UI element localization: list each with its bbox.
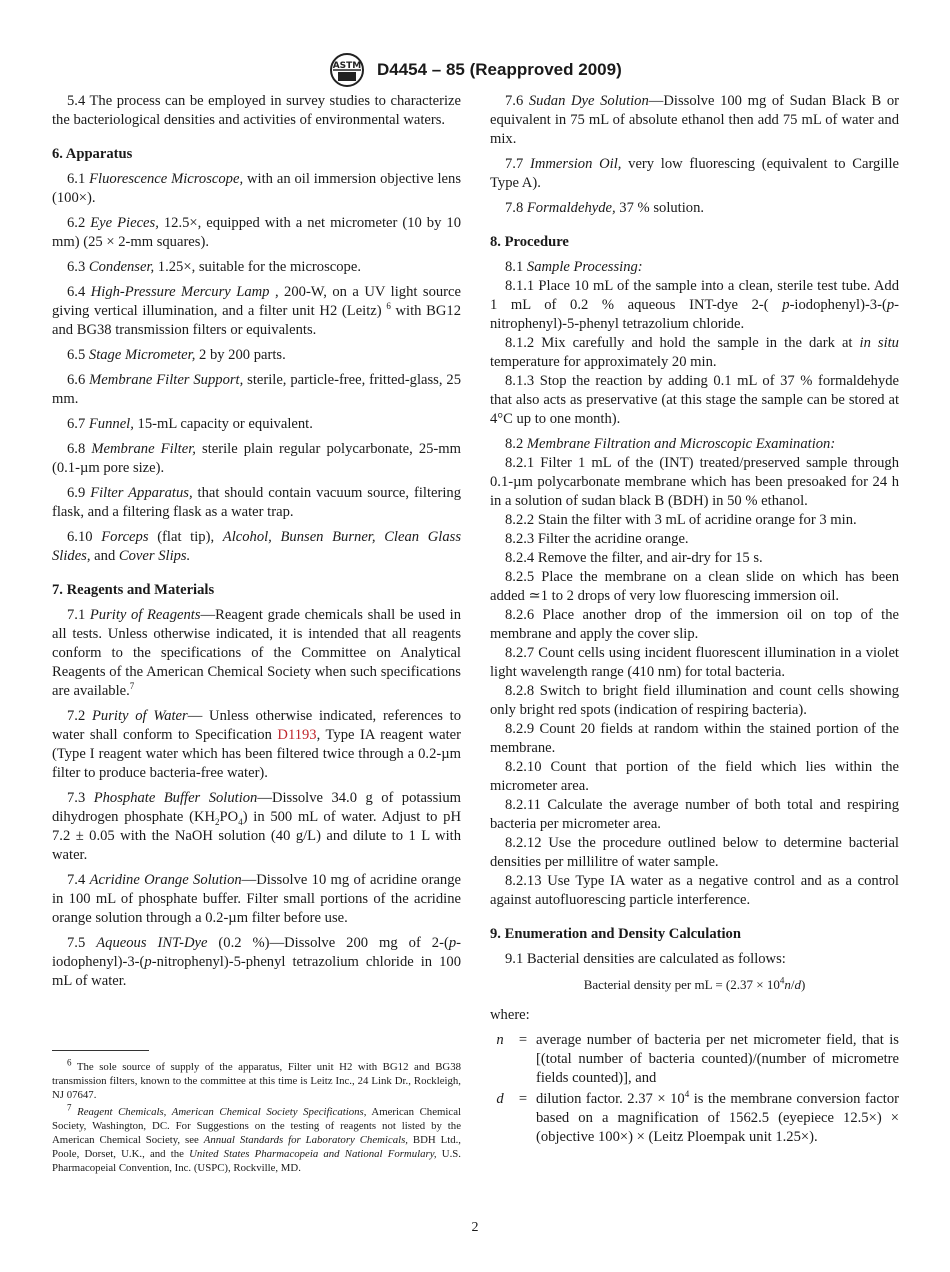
para-8-2-8: 8.2.8 Switch to bright field illumination and count cells showing only bright red spots (indication of respiring bacteria).: [490, 683, 899, 718]
para-8-2-4: 8.2.4 Remove the filter, and air-dry for 15 s.: [505, 550, 763, 566]
para-8-2-7: 8.2.7 Count cells using incident fluorescent illumination in a violet light wavelength range (410 nm) for total bacteria.: [490, 645, 899, 680]
page-number: 2: [471, 1220, 479, 1235]
density-equation: Bacterial density per mL = $(2.37 \times 10^4n/d)$: [583, 975, 806, 992]
para-7-3: 7.3 Phosphate Buffer Solution—Dissolve 34.0 g of potassium dihydrogen phosphate $(KH_2PO_4)$ in 500 mL of water. Adjust to pH 7.2 ± 0.05 with the NaOH solution (40 g/L) and dilute to 1 L with water.: [52, 790, 461, 863]
para-6-7: 6.7 Funnel, 15-mL capacity or equivalent.: [67, 416, 313, 432]
definition-d: d = dilution factor. $2.37 \times 10^4$ is the membrane conversion factor based on a magnification of 1562.5 (eyepiece 12.5×) × (objective 100×) × (Leitz Ploempak unit 1.25×).: [496, 1089, 900, 1145]
para-7-1: 7.1 Purity of Reagents—Reagent grade chemicals shall be used in all tests. Unless otherwise indicated, it is intended that all reagents conform to the specifications of the Committee on Analytical Reagents of the American Chemical Society when such specifications are available.$^7$: [52, 607, 461, 699]
footnote-ref-7[interactable]: 7: [129, 681, 135, 692]
para-6-6: 6.6 Membrane Filter Support, sterile, particle-free, fritted-glass, 25 mm.: [52, 372, 461, 407]
para-8-2-9: 8.2.9 Count 20 fields at random within the stained portion of the membrane.: [490, 721, 899, 756]
para-8-1-3: 8.1.3 Stop the reaction by adding 0.1 mL of 37 % formaldehyde that also acts as preservative (at this stage the sample can be stored at 4°C up to one month).: [490, 373, 899, 427]
para-8-1-1: 8.1.1 Place 10 mL of the sample into a clean, sterile test tube. Add 1 mL of 0.2 % aqueous INT-dye 2-( p-iodophenyl)-3-(p-nitrophenyl)-5-phenyl tetrazolium chloride.: [490, 278, 899, 332]
para-8-2-1: 8.2.1 Filter 1 mL of the (INT) treated/preserved sample through 0.1-µm polycarbonate membrane which has been presoaked for 24 h in a solution of sudan black B (BDH) in 50 % ethanol.: [490, 455, 899, 509]
para-7-8: 7.8 Formaldehyde, 37 % solution.: [505, 200, 705, 216]
footnotes: [52, 1057, 462, 1179]
footnote-divider: [52, 1050, 149, 1051]
left-column: [52, 92, 461, 997]
section-6-heading: 6. Apparatus: [52, 146, 133, 162]
para-6-4: 6.4 High-Pressure Mercury Lamp , 200-W, on a UV light source giving vertical illumination, and a filter unit H2 (Leitz) $^6$ with BG12 and BG38 transmission filters or equivalents.: [52, 284, 461, 338]
document-designation: D4454 – 85 (Reapproved 2009): [376, 60, 622, 79]
para-6-3: 6.3 Condenser, 1.25×, suitable for the microscope.: [67, 259, 361, 275]
definition-list: [490, 1031, 899, 1147]
para-8-2-12: 8.2.12 Use the procedure outlined below to determine bacterial densities per millilitre of water sample.: [490, 835, 899, 870]
para-8-2-2: 8.2.2 Stain the filter with 3 mL of acridine orange for 3 min.: [505, 512, 857, 528]
para-8-2-11: 8.2.11 Calculate the average number of both total and respiring bacteria per micrometer area.: [490, 797, 899, 832]
svg-text:ASTM: ASTM: [332, 61, 362, 71]
footnote-6: $^6$ The sole source of supply of the apparatus, Filter unit H2 with BG12 and BG38 transmission filters, known to the committee at this time is Leitz Inc., 24 Link Dr., Rockleigh, NJ 07647.: [52, 1057, 461, 1101]
para-8-2-3: 8.2.3 Filter the acridine orange.: [505, 531, 689, 547]
para-6-1: 6.1 Fluorescence Microscope, with an oil immersion objective lens (100×).: [52, 171, 462, 206]
para-5-4: 5.4 The process can be employed in survey studies to characterize the bacteriological densities and activities of environmental waters.: [52, 93, 461, 128]
section-7-heading: 7. Reagents and Materials: [52, 582, 215, 598]
section-9-heading: 9. Enumeration and Density Calculation: [490, 926, 741, 942]
para-7-2: 7.2 Purity of Water— Unless otherwise indicated, references to water shall conform to Specification D1193, Type IA reagent water (Type I reagent water which has been filtered twice through a 0.2-µm filter to produce bacteria-free water).: [52, 708, 462, 781]
para-6-2: 6.2 Eye Pieces, 12.5×, equipped with a net micrometer (10 by 10 mm) (25 × 2-mm squares).: [52, 215, 461, 250]
para-7-4: 7.4 Acridine Orange Solution—Dissolve 10 mg of acridine orange in 100 mL of phosphate buffer. Filter small portions of the acridine orange solution through a 0.2-µm filter before use.: [52, 872, 461, 926]
where-label: where:: [490, 1007, 530, 1023]
para-8-2-5: 8.2.5 Place the membrane on a clean slide on which has been added ≃1 to 2 drops of very low fluorescing immersion oil.: [490, 569, 899, 604]
para-7-6: 7.6 Sudan Dye Solution—Dissolve 100 mg of Sudan Black B or equivalent in 75 mL of absolute ethanol then add 75 mL of water and mix.: [490, 93, 899, 147]
page-header: [0, 52, 950, 88]
right-column: [490, 92, 899, 1149]
para-8-1-2: 8.1.2 Mix carefully and hold the sample in the dark at in situ temperature for approximately 20 min.: [490, 335, 899, 370]
footnote-7: $^7$ Reagent Chemicals, American Chemical Society Specifications, American Chemical Society, Washington, DC. For Suggestions on the testing of reagents not listed by the American Chemical Society, see Annual Standards for Laboratory Chemicals, BDH Ltd., Poole, Dorset, U.K., and the United States Pharmacopeia and National Formulary, U.S. Pharmacopeial Convention, Inc. (USPC), Rockville, MD.: [52, 1102, 462, 1174]
para-9-1: 9.1 Bacterial densities are calculated as follows:: [505, 951, 786, 967]
para-8-2-10: 8.2.10 Count that portion of the field which lies within the micrometer area.: [490, 759, 899, 794]
para-6-5: 6.5 Stage Micrometer, 2 by 200 parts.: [67, 347, 286, 363]
para-8-2-13: 8.2.13 Use Type IA water as a negative control and as a control against autofluorescing particle interference.: [490, 873, 899, 908]
footnote-ref-6[interactable]: 6: [386, 301, 391, 312]
para-8-2-6: 8.2.6 Place another drop of the immersion oil on top of the membrane and apply the cover slip.: [490, 607, 899, 642]
para-6-9: 6.9 Filter Apparatus, that should contain vacuum source, filtering flask, and a filtering flask as a water trap.: [52, 485, 462, 520]
d1193-link[interactable]: D1193: [277, 727, 317, 743]
para-7-5: 7.5 Aqueous INT-Dye (0.2 %)—Dissolve 200 mg of 2-(p-iodophenyl)-3-(p-nitrophenyl)-5-phenyl tetrazolium chloride in 100 mL of water.: [52, 935, 461, 989]
para-7-7: 7.7 Immersion Oil, very low fluorescing (equivalent to Cargille Type A).: [490, 156, 899, 191]
section-8-heading: 8. Procedure: [490, 234, 569, 250]
para-6-10: 6.10 Forceps (flat tip), Alcohol, Bunsen Burner, Clean Glass Slides, and Cover Slips.: [52, 529, 461, 564]
para-6-8: 6.8 Membrane Filter, sterile plain regular polycarbonate, 25-mm (0.1-µm pore size).: [52, 441, 461, 476]
definition-n: n = average number of bacteria per net micrometer field, that is [(total number of bacteria counted)/(number of micrometre fields counted)], and: [496, 1032, 899, 1086]
astm-logo-icon: [328, 52, 366, 88]
para-8-1: 8.1 Sample Processing:: [505, 259, 643, 275]
para-8-2: 8.2 Membrane Filtration and Microscopic Examination:: [505, 436, 836, 452]
